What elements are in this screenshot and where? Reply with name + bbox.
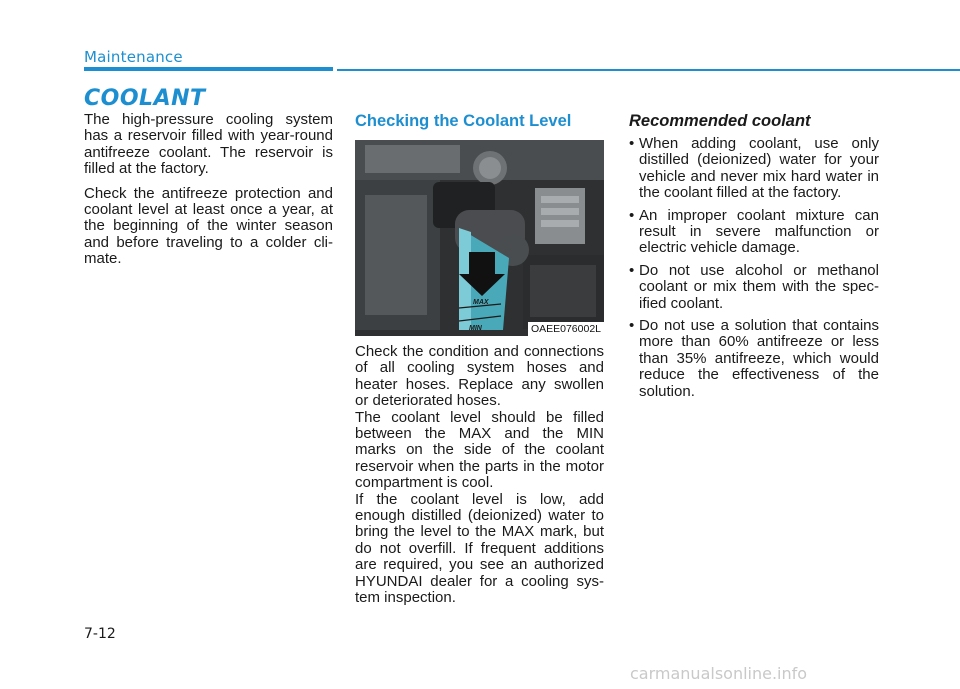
list-item — [629, 263, 879, 312]
list-item-text: Do not use alcohol or methanol coolant or mix them with the spec-ified coolant. — [639, 261, 879, 312]
intro-paragraph-1: The high-pressure cooling system has a reservoir filled with year-round antifreeze coolant. The reservoir is filled at the factory. — [84, 111, 333, 178]
checking-paragraph-3: If the coolant level is low, add enough distilled (deionized) water to bring the level to the MAX mark, but do not overfill. If frequent additions are required, you see an authorized HYUNDAI dealer for a cooling sys-tem inspection. — [355, 490, 604, 607]
watermark-text: carmanualsonline.info — [630, 664, 808, 683]
recommended-heading: Recommended coolant — [629, 112, 811, 130]
list-item-text: When adding coolant, use only distilled (deionized) water for your vehicle and never mix hard water in the coolant filled at the factory. — [639, 135, 879, 202]
list-item-text: Do not use a solution that contains more than 60% antifreeze or less than 35% antifreeze, which would reduce the effectiveness of the solution. — [639, 317, 879, 400]
section-header-label: Maintenance — [84, 48, 183, 66]
recommended-list — [629, 136, 879, 400]
intro-paragraph-2: Check the antifreeze protection and coolant level at least once a year, at the beginning of the winter season and before traveling to a colder cli-mate. — [84, 184, 333, 268]
reservoir-min-mark: MIN — [469, 325, 482, 332]
list-item-text: An improper coolant mixture can result in severe malfunction or electric vehicle damage. — [639, 206, 879, 257]
list-item — [629, 208, 879, 257]
bullet-icon: • — [629, 261, 635, 279]
intro-column — [84, 112, 333, 276]
reservoir-max-mark: MAX — [473, 299, 489, 306]
checking-text — [355, 344, 604, 607]
list-item — [629, 318, 879, 400]
checking-column — [355, 112, 604, 607]
list-item — [629, 136, 879, 202]
header-rule-thick — [84, 67, 333, 71]
bullet-icon: • — [629, 206, 635, 224]
coolant-reservoir-photo — [355, 140, 604, 336]
bullet-icon: • — [629, 317, 635, 335]
checking-paragraph-2: The coolant level should be filled between the MAX and the MIN marks on the side of the coolant reservoir when the parts in the motor compartment is cool. — [355, 408, 604, 492]
checking-heading: Checking the Coolant Level — [355, 112, 572, 130]
bullet-icon: • — [629, 135, 635, 152]
checking-paragraph-1: Check the condition and connections of all cooling system hoses and heater hoses. Replace any swollen or deteriorated hoses. — [355, 343, 604, 410]
section-title: COOLANT — [84, 86, 206, 111]
page-number: 7-12 — [84, 626, 116, 642]
header-rule-thin — [337, 69, 960, 71]
image-code-label: OAEE076002L — [528, 322, 604, 336]
recommended-column — [629, 112, 879, 406]
